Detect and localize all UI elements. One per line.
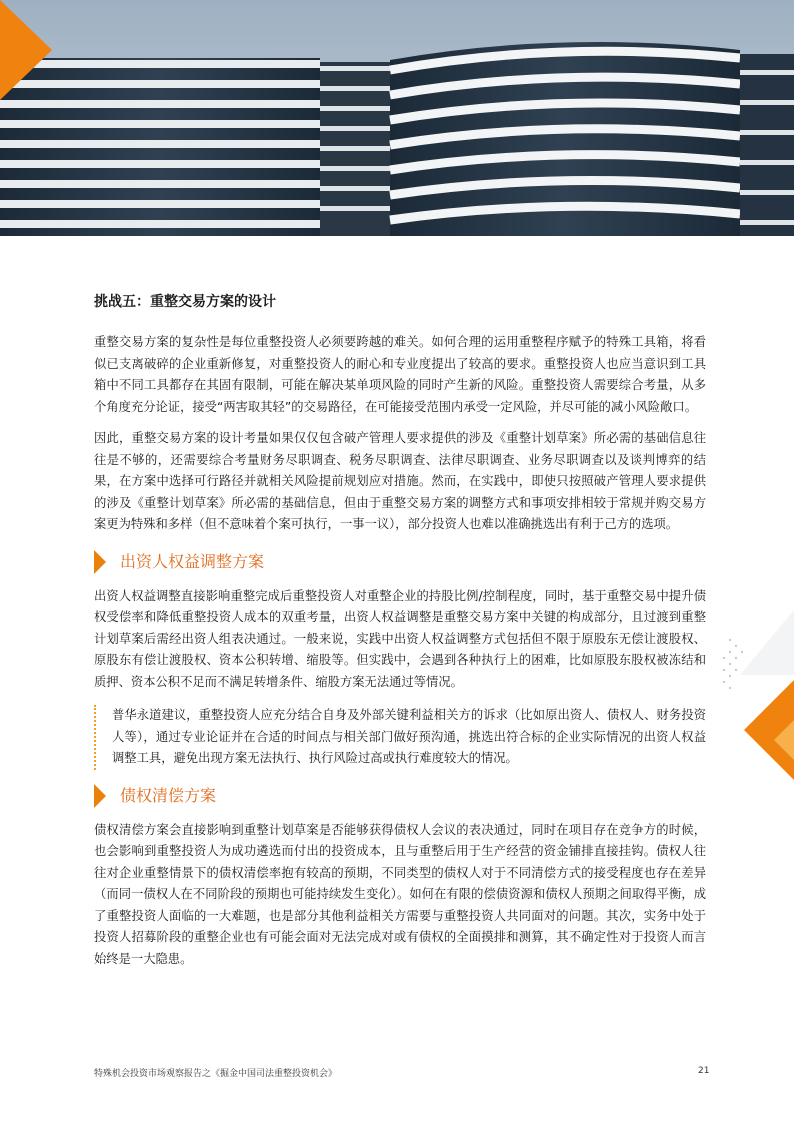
section-heading-equity	[94, 550, 706, 574]
section-heading-debt	[94, 784, 706, 808]
intro-paragraph: 因此，重整交易方案的设计考量如果仅仅包含破产管理人要求提供的涉及《重整计划草案》所必需的基础信息往往是不够的，还需要综合考量财务尽职调查、税务尽职调查、法律尽职调查、业务尽职调查以及谈判博弈的结果，在方案中选择可行路径并就相关风险提前规划应对措施。然而，在实践中，即使只按照破产管理人要求提供的涉及《重整计划草案》所必需的基础信息，但由于重整交易方案的调整方式和事项安排相较于常规并购交易方案更为特殊和多样（但不意味着个案可执行，一事一议），部分投资人也难以准确挑选出有利于己方的选项。	[94, 431, 706, 531]
section-paragraph: 债权清偿方案会直接影响到重整计划草案是否能够获得债权人会议的表决通过，同时在项目存在竞争方的时候，也会影响到重整投资人为成功遴选而付出的投资成本，且与重整后用于生产经营的资金铺排直接挂钩。债权人往往对企业重整情景下的债权清偿率抱有较高的预期，不同类型的债权人对于不同清偿方式的接受程度也存在差异（而同一债权人在不同阶段的预期也可能持续发生变化）。如何在有限的偿债资源和债权人预期之间取得平衡，成了重整投资人面临的一大难题，也是部分其他利益相关方需要与重整投资人共同面对的问题。其次，实务中处于投资人招募阶段的重整企业也有可能会面对无法完成对或有债权的全面摸排和测算，其不确定性对于投资人而言始终是一大隐患。	[94, 822, 706, 966]
hero-building-image	[0, 0, 794, 236]
footer-report-title: 特殊机会投资市场观察报告之《掘金中国司法重整投资机会》	[94, 1069, 338, 1079]
intro-paragraph: 重整交易方案的复杂性是每位重整投资人必须要跨越的难关。如何合理的运用重整程序赋予的特殊工具箱，将看似已支离破碎的企业重新修复，对重整投资人的耐心和专业度提出了较高的要求。重整投资人也应当意识到工具箱中不同工具都存在其固有限制，可能在解决某单项风险的同时产生新的风险。重整投资人需要综合考量，从多个角度充分论证，接受“两害取其轻”的交易路径，在可能接受范围内承受一定风险，并尽可能的减小风险敞口。	[94, 335, 706, 414]
section-title: 出资人权益调整方案	[120, 551, 265, 571]
section-title: 债权清偿方案	[120, 785, 217, 805]
callout-text: 普华永道建议，重整投资人应充分结合自身及外部关键利益相关方的诉求（比如原出资人、债权人、财务投资人等），通过专业论证并在合适的时间点与相关部门做好预沟通，挑选出符合标的企业实际情况的出资人权益调整工具，避免出现方案无法执行、执行风险过高或执行难度较大的情况。	[112, 708, 706, 765]
recommendation-callout	[94, 705, 706, 770]
page-number: 21	[698, 1066, 710, 1076]
orange-corner-triangle	[0, 0, 52, 100]
side-decoration	[700, 580, 794, 780]
orange-arrow-icon	[94, 550, 106, 574]
orange-arrow-icon	[94, 784, 106, 808]
section-paragraph: 出资人权益调整直接影响重整完成后重整投资人对重整企业的持股比例/控制程度，同时，基于重整交易中提升债权受偿率和降低重整投资人成本的双重考量，出资人权益调整是重整交易方案中关键的构成部分，且过渡到重整计划草案后需经出资人组表决通过。一般来说，实践中出资人权益调整方式包括但不限于原股东无偿让渡股权、原股东有偿让渡股权、资本公积转增、缩股等。但实践中，会遇到各种执行上的困难，比如原股东股权被冻结和质押、资本公积不足而不满足转增条件、缩股方案无法通过等情况。	[94, 588, 706, 689]
challenge-title: 挑战五：重整交易方案的设计	[94, 294, 276, 310]
main-content	[94, 292, 706, 980]
